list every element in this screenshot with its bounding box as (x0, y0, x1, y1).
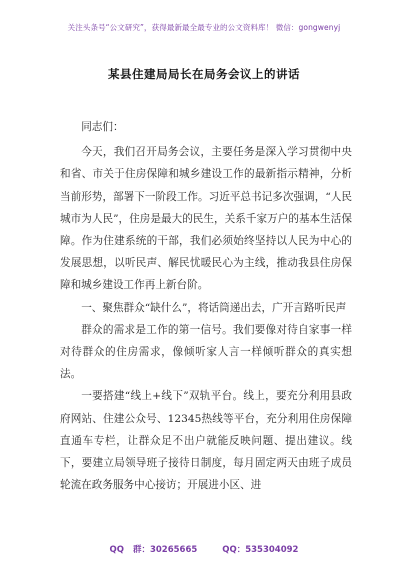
document-title: 某县住建局局长在局务会议上的讲话 (108, 67, 300, 81)
footer (0, 543, 408, 555)
paragraph: 今天，我们召开局务会议，主要任务是深入学习贯彻中央和省、市关于住房保障和城乡建设工作的最新指示精神，分析当前形势，部署下一阶段工作。习近平总书记多次强调，“人民城市为人民”，住房是最大的民生，关系千家万户的基本生活保障。作为住建系统的干部，我们必须始终坚持以人民为中心的发展思想，以听民声、解民忧暖民心为主线，推动我县住房保障和城乡建设工作再上新台阶。 (60, 146, 352, 292)
qq-number: QQ：535304092 (222, 545, 299, 555)
paragraph: 群众的需求是工作的第一信号。我们要像对待自家事一样对待群众的住房需求，像倾听家人言一样倾听群众的真实想法。 (60, 323, 352, 381)
section-heading: 一、聚焦群众“缺什么”，将话筒递出去，广开言路听民声 (81, 301, 347, 314)
top-banner: 关注头条号“公文研究”，获得最新最全最专业的公文资料库！ 微信：gongwenyj (67, 23, 341, 32)
paragraph: 一要搭建“线上+线下”双轨平台。线上，要充分利用县政府网站、住建公众号、12345热线等平台，充分利用住房保障直通车专栏，让群众足不出户就能反映问题、提出建议。线下，要建立局领导班子接待日制度，每月固定两天由班子成员轮流在政务服务中心接访；开展进小区、进 (60, 390, 352, 492)
qq-group: QQ 群：30265665 (109, 545, 198, 555)
document-body (60, 116, 352, 496)
salutation: 同志们： (81, 121, 124, 133)
